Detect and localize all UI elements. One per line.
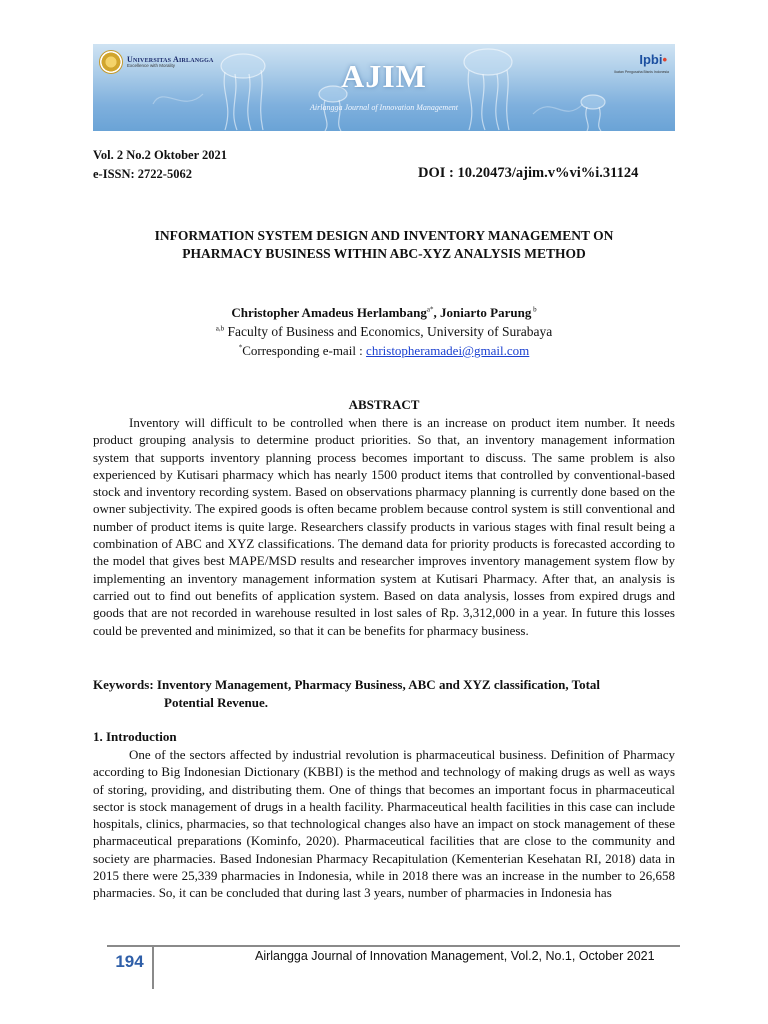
paper-title-line-2: PHARMACY BUSINESS WITHIN ABC-XYZ ANALYSIS METHOD (182, 246, 586, 261)
affiliation-superscript: a,b (215, 324, 225, 333)
university-tagline: Excellence with Morality (127, 62, 176, 68)
partner-logo-text: Ipbi (639, 52, 663, 67)
author-separator: , (433, 305, 440, 320)
doi-info: DOI : 10.20473/ajim.v%vi%i.31124 (418, 165, 639, 181)
page-number: 194 (115, 952, 144, 971)
university-name: Universitas Airlangga (127, 54, 214, 64)
corresponding-email-line (93, 343, 675, 359)
abstract-body: Inventory will difficult to be controlled when there is an increase on product item number. It needs product grouping analysis to determine product priorities. So that, an inventory management information system that supports inventory planning process becomes important to discuss. The same problem is also experienced by Kutisari pharmacy which has nearly 1500 product items that controlled by conventional-based stock and inventory recording system. Based on observations pharmacy planning is currently done based on the owner subjectivity. The expired goods is often became problem because control system is still conventional and number of product items is quite large. Researchers classify products in various stages with final result being a combination of ABC and XYZ classifications. The demand data for priority products is forecasted according to the model that gives best MAPE/MSD results and researcher improves inventory management system flow by implementing an inventory management information system at Kutisari Pharmacy. After that, an analysis is carried out to find out benefits of application system. Based on data analysis, losses from expired drugs and goods that are not recorded in warehouse resulted in lost sales of Rp. 3,312,000 in a year. In future this losses could be prevented and minimized, so that it can be benefits for pharmacy business. (93, 415, 675, 638)
journal-full-name: Airlangga Journal of Innovation Management (310, 103, 458, 112)
affiliation (93, 324, 675, 340)
volume-info: Vol. 2 No.2 Oktober 2021 (93, 148, 228, 162)
corresponding-email-link[interactable]: christopheramadei@gmail.com (366, 343, 530, 358)
keywords-line-2: Potential Revenue. (164, 695, 268, 710)
journal-acronym: AJIM (341, 58, 427, 94)
doi-label: DOI (418, 165, 446, 181)
keywords-line-1: Inventory Management, Pharmacy Business, ABC and XYZ classification, Total (156, 677, 601, 692)
doi-value[interactable]: 10.20473/ajim.v%vi%i.31124 (457, 165, 639, 181)
corresponding-label: Corresponding e-mail : (242, 343, 367, 358)
footer-journal-citation: Airlangga Journal of Innovation Management, Vol.2, No.1, October 2021 (255, 949, 655, 963)
paper-title-line-1: INFORMATION SYSTEM DESIGN AND INVENTORY MANAGEMENT ON (154, 228, 614, 243)
abstract-heading: ABSTRACT (348, 397, 420, 412)
partner-logo-dot-icon: • (662, 52, 667, 67)
partner-logo-subtitle: Ikatan Pengusaha Bisnis Indonesia (614, 70, 669, 74)
keywords-label: Keywords: (93, 677, 154, 692)
affiliation-text: Faculty of Business and Economics, University of Surabaya (224, 324, 553, 339)
issn-info: e-ISSN: 2722-5062 (93, 167, 192, 181)
partner-logo (639, 52, 667, 67)
author-superscript: a* (426, 305, 434, 314)
introduction-body: One of the sectors affected by industrial revolution is pharmaceutical business. Definition of Pharmacy according to Big Indonesian Dictionary (KBBI) is the method and technology of making drugs as well as ways of storing, providing, and distributing them. One of things that becomes an important focus in pharmaceutical sector is stock management of drugs in a health facility. Pharmaceutical health facilities in this case can include hospitals, clinics, pharmacies, so that technological changes also have an impact on stock management of these pharmaceutical preparations (Kominfo, 2020). Pharmaceutical facilities that are close to the community and society are pharmacies. Based Indonesian Pharmacy Recapitulation (Kementerian Kesehatan RI, 2018) data in 2015 there were 25,339 pharmacies in Indonesia, while in 2018 there was an increase in the number to 26,658 pharmacies. So, it can be concluded that during last 3 years, number of pharmacies in Indonesia has (93, 747, 675, 901)
journal-banner (93, 44, 675, 131)
footer-vertical-divider (152, 947, 154, 989)
section-heading-introduction: 1. Introduction (93, 729, 177, 744)
keywords (93, 676, 675, 712)
footer-divider (107, 945, 680, 947)
paper-title (93, 227, 675, 263)
author-name: Joniarto Parung (439, 305, 532, 320)
author-name: Christopher Amadeus Herlambang (231, 305, 427, 320)
author-superscript: b (531, 305, 537, 314)
corresponding-superscript: * (238, 343, 243, 352)
author-list (93, 305, 675, 321)
